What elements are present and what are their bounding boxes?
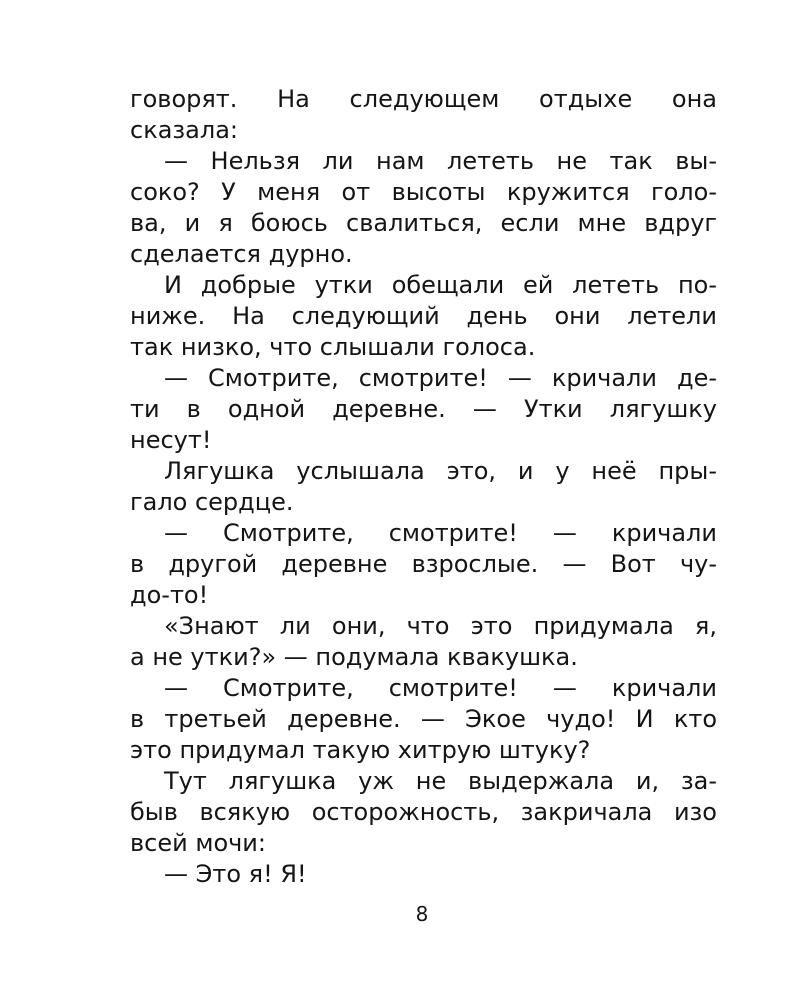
text-line: сделается дурно.: [130, 240, 353, 268]
text-line: — Это я! Я!: [164, 860, 307, 888]
text-line: это придумал такую хитрую штуку?: [130, 736, 591, 764]
text-line: быв всякую осторожность, закричала изо: [130, 798, 717, 826]
text-line: — Смотрите, смотрите! — кричали: [164, 519, 717, 547]
text-line: соко? У меня от высоты кружится голо-: [130, 178, 717, 206]
text-line: «Знают ли они, что это придумала я,: [164, 612, 717, 640]
text-line: так низко, что слышали голоса.: [130, 333, 536, 361]
text-line: несут!: [130, 426, 212, 454]
text-line: сказала:: [130, 116, 238, 144]
text-line: всей мочи:: [130, 829, 266, 857]
text-line: Тут лягушка уж не выдержала и, за-: [164, 767, 717, 795]
text-line: И добрые утки обещали ей лететь по-: [164, 271, 717, 299]
text-line: — Смотрите, смотрите! — кричали де-: [164, 364, 717, 392]
text-line: ва, и я боюсь свалиться, если мне вдруг: [130, 209, 717, 237]
text-line: ниже. На следующий день они летели: [130, 302, 717, 330]
page-number: 8: [415, 902, 429, 926]
text-line: в другой деревне взрослые. — Вот чу-: [130, 550, 717, 578]
text-line: ти в одной деревне. — Утки лягушку: [130, 395, 717, 423]
text-line: — Смотрите, смотрите! — кричали: [164, 674, 717, 702]
text-line: говорят. На следующем отдыхе она: [130, 85, 717, 113]
text-line: в третьей деревне. — Экое чудо! И кто: [130, 705, 717, 733]
text-line: а не утки?» — подумала квакушка.: [130, 643, 578, 671]
body-text: [130, 84, 717, 890]
text-line: гало сердце.: [130, 488, 294, 516]
text-line: до-то!: [130, 581, 209, 609]
text-line: — Нельзя ли нам лететь не так вы-: [164, 147, 717, 175]
text-line: Лягушка услышала это, и у неё пры-: [164, 457, 717, 485]
